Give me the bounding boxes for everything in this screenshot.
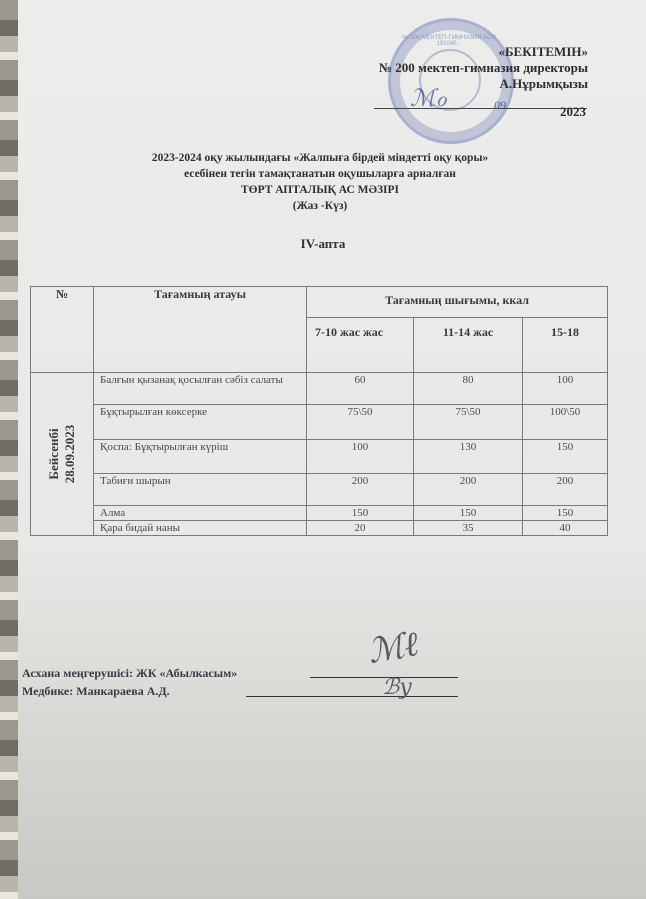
value-11-14: 200 [414, 474, 523, 506]
day-cell [31, 373, 94, 536]
value-7-10: 200 [307, 474, 414, 506]
background-edge [0, 0, 18, 899]
value-15-18: 100 [523, 373, 608, 405]
approval-position: № 200 мектеп-гимназия директоры [378, 60, 588, 75]
document-title [80, 150, 560, 214]
day-name: Бейсенбі [46, 428, 61, 480]
director-signature: ℳℴ [410, 84, 447, 112]
day-date: 28.09.2023 [62, 424, 77, 484]
approval-director-name: А.Нұрымқызы [499, 76, 588, 91]
value-7-10: 75\50 [307, 405, 414, 440]
column-header-number: № [31, 287, 94, 373]
title-line-3: ТӨРТ АПТАЛЫҚ АС МӘЗІРІ [240, 184, 400, 196]
week-label: IV-апта [300, 236, 346, 251]
dish-name: Қоспа: Бұқтырылған күріш [94, 440, 307, 474]
dish-name: Қара бидай наны [94, 521, 307, 536]
column-header-dish-name: Тағамның атауы [94, 287, 307, 373]
table-row [31, 506, 608, 521]
table-row [31, 440, 608, 474]
stamp-text: № 200 МЕКТЕП-ГИМНАЗИЯ БСН 181040... [402, 35, 496, 47]
signature-block [22, 664, 237, 700]
table-row [31, 373, 608, 405]
column-header-age-7-10: 7-10 жас жас [307, 318, 414, 373]
column-header-age-11-14: 11-14 жас [414, 318, 523, 373]
column-header-age-15-18: 15-18 [523, 318, 608, 373]
value-15-18: 150 [523, 440, 608, 474]
title-line-2: есебінен тегін тамақтанатын оқушыларға арналған [184, 168, 456, 180]
value-7-10: 150 [307, 506, 414, 521]
table-row [31, 474, 608, 506]
title-line-1: 2023-2024 оқу жылындағы «Жалпыға бірдей міндетті оқу қоры» [151, 152, 489, 164]
value-11-14: 80 [414, 373, 523, 405]
approval-date-month: 09 [494, 98, 506, 112]
cook-label: Асхана меңгерушісі: ЖК «Абылкасым» [22, 666, 238, 680]
value-11-14: 35 [414, 521, 523, 536]
value-15-18: 100\50 [523, 405, 608, 440]
nurse-signature: ℬy [382, 675, 412, 700]
approval-date-year: 2023 [560, 104, 586, 119]
value-11-14: 150 [414, 506, 523, 521]
value-15-18: 150 [523, 506, 608, 521]
day-label [46, 425, 78, 484]
table-row [31, 521, 608, 536]
column-header-output: Тағамның шығымы, ккал [307, 287, 608, 318]
value-7-10: 60 [307, 373, 414, 405]
value-11-14: 130 [414, 440, 523, 474]
nurse-signature-line [246, 696, 458, 697]
value-15-18: 200 [523, 474, 608, 506]
table-header-row [31, 287, 608, 318]
menu-table [30, 286, 608, 536]
dish-name: Балғын қызанақ қосылған сәбіз салаты [94, 373, 307, 405]
value-15-18: 40 [523, 521, 608, 536]
value-7-10: 100 [307, 440, 414, 474]
cook-signature: ℳℓ [364, 623, 422, 673]
dish-name: Табиғи шырын [94, 474, 307, 506]
table-row [31, 405, 608, 440]
approval-title: «БЕКІТЕМІН» [498, 44, 588, 59]
value-11-14: 75\50 [414, 405, 523, 440]
title-line-4: (Жаз -Күз) [292, 200, 348, 212]
dish-name: Бұқтырылған көксерке [94, 405, 307, 440]
approval-date-line [374, 108, 587, 109]
approval-block [360, 44, 588, 92]
nurse-label: Медбике: Манкараева А.Д. [22, 684, 170, 698]
value-7-10: 20 [307, 521, 414, 536]
dish-name: Алма [94, 506, 307, 521]
